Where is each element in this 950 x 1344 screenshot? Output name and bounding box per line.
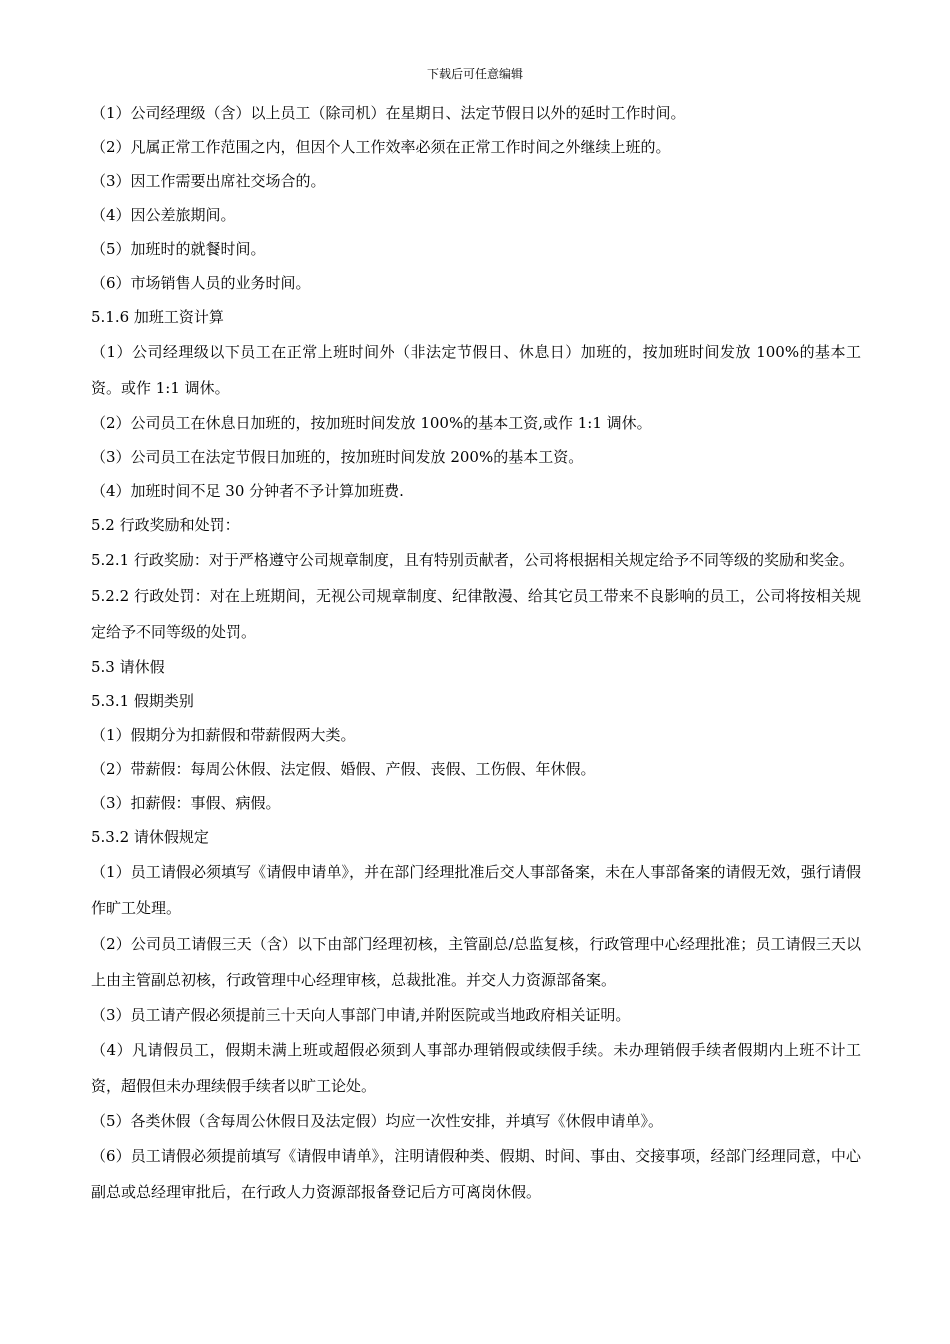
list-item: （2）公司员工在休息日加班的，按加班时间发放 100%的基本工资,或作 1:1 调休。	[91, 414, 652, 432]
document-body	[91, 96, 861, 1210]
list-item: （4）加班时间不足 30 分钟者不予计算加班费.	[91, 482, 404, 500]
list-item: （5）加班时的就餐时间。	[91, 240, 266, 258]
list-item: （6）员工请假必须提前填写《请假申请单》，注明请假种类、假期、时间、事由、交接事项，经部门经理同意，中心副总或总经理审批后，在行政人力资源部报备登记后方可离岗休假。	[91, 1147, 861, 1201]
list-item: （1）员工请假必须填写《请假申请单》，并在部门经理批准后交人事部备案，未在人事部备案的请假无效，强行请假作旷工处理。	[91, 863, 861, 917]
section-heading: 5.2 行政奖励和处罚：	[91, 516, 240, 534]
list-item: （5）各类休假（含每周公休假日及法定假）均应一次性安排，并填写《休假申请单》。	[91, 1112, 664, 1130]
section-heading: 5.3 请休假	[91, 658, 165, 676]
section-heading: 5.1.6 加班工资计算	[91, 308, 224, 326]
list-item: （6）市场销售人员的业务时间。	[91, 274, 311, 292]
list-item: （2）凡属正常工作范围之内，但因个人工作效率必须在正常工作时间之外继续上班的。	[91, 138, 671, 156]
page-header: 下载后可任意编辑	[426, 67, 523, 81]
list-item: （1）公司经理级（含）以上员工（除司机）在星期日、法定节假日以外的延时工作时间。	[91, 104, 686, 122]
list-item: （4）凡请假员工，假期未满上班或超假必须到人事部办理销假或续假手续。未办理销假手续者假期内上班不计工资，超假但未办理续假手续者以旷工论处。	[91, 1041, 861, 1095]
list-item: （3）因工作需要出席社交场合的。	[91, 172, 326, 190]
list-item: （1）公司经理级以下员工在正常上班时间外（非法定节假日、休息日）加班的，按加班时间发放 100%的基本工资。或作 1:1 调休。	[91, 343, 861, 397]
list-item: （3）公司员工在法定节假日加班的，按加班时间发放 200%的基本工资。	[91, 448, 584, 466]
list-item: （2）公司员工请假三天（含）以下由部门经理初核，主管副总/总监复核，行政管理中心经理批准；员工请假三天以上由主管副总初核，行政管理中心经理审核，总裁批准。并交人力资源部备案。	[91, 935, 861, 989]
paragraph: 5.2.1 行政奖励：对于严格遵守公司规章制度，且有特别贡献者，公司将根据相关规定给予不同等级的奖励和奖金。	[91, 551, 854, 569]
list-item: （3）扣薪假：事假、病假。	[91, 794, 281, 812]
list-item: （3）员工请产假必须提前三十天向人事部门申请,并附医院或当地政府相关证明。	[91, 1006, 631, 1024]
paragraph: 5.2.2 行政处罚：对在上班期间，无视公司规章制度、纪律散漫、给其它员工带来不良影响的员工，公司将按相关规定给予不同等级的处罚。	[91, 587, 861, 641]
section-heading: 5.3.1 假期类别	[91, 692, 194, 710]
list-item: （1）假期分为扣薪假和带薪假两大类。	[91, 726, 356, 744]
list-item: （2）带薪假：每周公休假、法定假、婚假、产假、丧假、工伤假、年休假。	[91, 760, 596, 778]
list-item: （4）因公差旅期间。	[91, 206, 236, 224]
section-heading: 5.3.2 请休假规定	[91, 828, 209, 846]
